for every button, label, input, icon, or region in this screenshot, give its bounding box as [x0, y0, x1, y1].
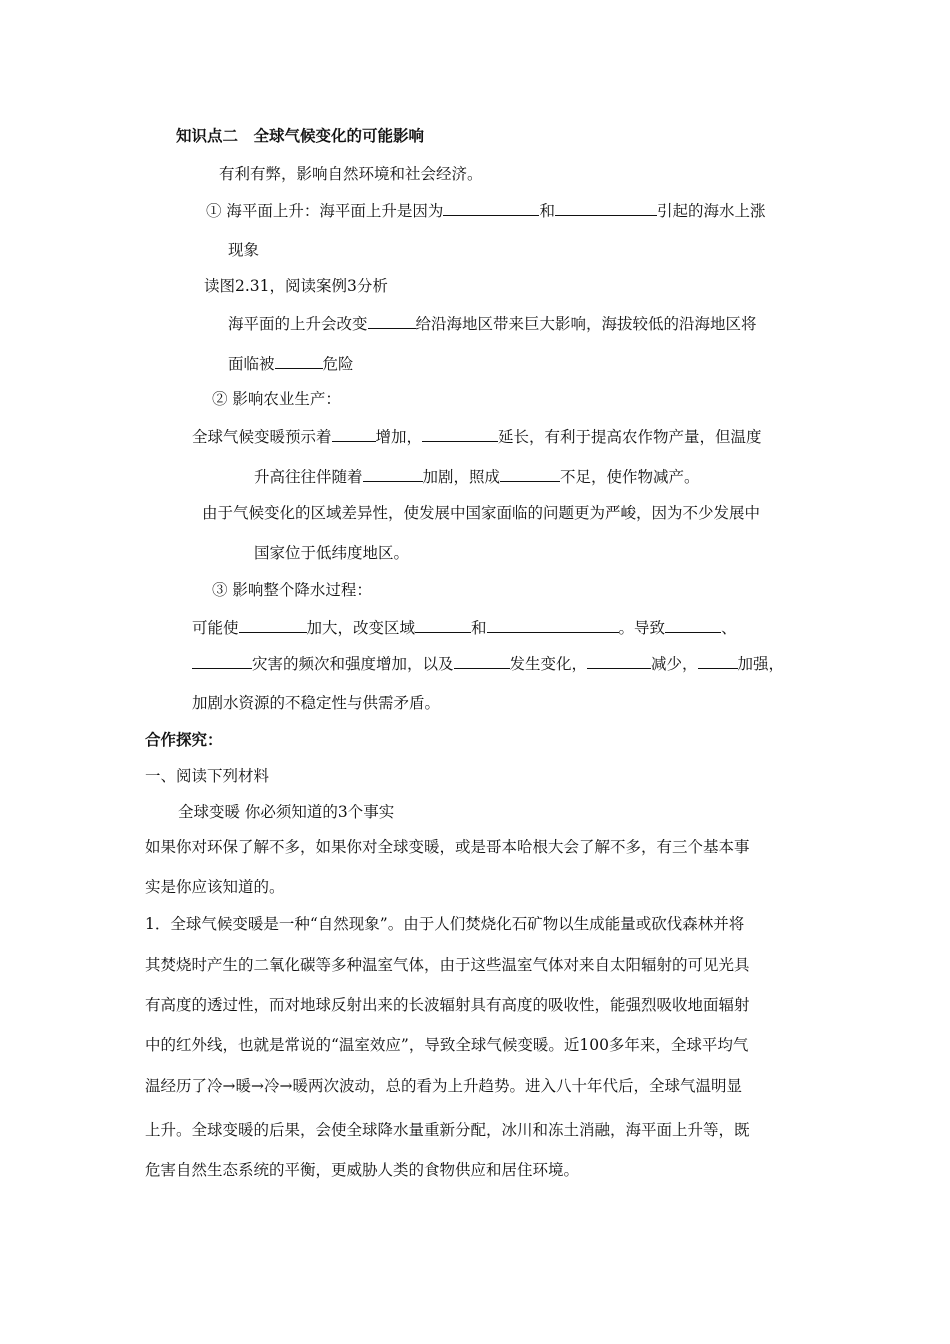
sea-level-line — [206, 200, 765, 221]
blank[interactable] — [415, 617, 471, 633]
part1-heading: 一、阅读下列材料 — [145, 767, 270, 785]
cooperate-title: 合作探究： — [145, 731, 223, 749]
precip-text-c: 和 — [471, 619, 487, 637]
precip-line-1 — [192, 617, 737, 638]
material-line: 实是你应该知道的。 — [145, 878, 285, 896]
material-line: 其焚烧时产生的二氧化碳等多种温室气体，由于这些温室气体对来自太阳辐射的可见光具 — [145, 956, 750, 974]
blank[interactable] — [665, 617, 721, 633]
sea-change-line-cont — [228, 353, 354, 374]
agri-line-3: 由于气候变化的区域差异性，使发展中国家面临的问题更为严峻，因为不少发展中 — [202, 504, 761, 522]
blank[interactable] — [487, 617, 619, 633]
agri-text-b: 增加， — [375, 428, 423, 446]
material-line: 上升。全球变暖的后果，会使全球降水量重新分配，冰川和冻土消融，海平面上升等，既 — [145, 1121, 750, 1139]
blank[interactable] — [555, 200, 657, 216]
sea-level-text-c: 引起的海水上涨 — [656, 202, 766, 220]
agri-text-a: 全球气候变暖预示着 — [192, 428, 332, 446]
agri-title: ② 影响农业生产： — [212, 390, 341, 408]
agri-line-2 — [254, 466, 700, 487]
sea-change-text-b: 给沿海地区带来巨大影响，海拔较低的沿海地区将 — [415, 315, 757, 333]
sea-level-text-a: ① 海平面上升：海平面上升是因为 — [206, 202, 444, 220]
agri-text-f: 不足，使作物减产。 — [560, 468, 700, 486]
blank[interactable] — [443, 200, 539, 216]
precip-line-2 — [192, 653, 784, 674]
precip-text-a: 可能使 — [192, 619, 239, 637]
blank[interactable] — [698, 653, 738, 669]
sea-change-line — [228, 313, 757, 334]
precip-text-e: 、 — [721, 619, 737, 637]
blank[interactable] — [332, 426, 376, 442]
precip-text-i: 加强， — [737, 655, 785, 673]
precip-text-g: 发生变化， — [509, 655, 588, 673]
precip-title: ③ 影响整个降水过程： — [212, 581, 372, 599]
agri-text-d: 升高往往伴随着 — [254, 468, 363, 486]
material-line: 1．全球气候变暖是一种“自然现象”。由于人们焚烧化石矿物以生成能量或砍伐森林并将 — [145, 915, 745, 933]
material-line: 中的红外线，也就是常说的“温室效应”，导致全球气候变暖。近100多年来，全球平均气 — [145, 1036, 749, 1054]
material-line: 温经历了冷→暖→冷→暖两次波动，总的看为上升趋势。进入八十年代后，全球气温明显 — [145, 1077, 742, 1095]
material-subtitle: 全球变暖 你必须知道的3个事实 — [178, 803, 395, 821]
precip-text-h: 减少， — [651, 655, 698, 673]
agri-text-c: 延长，有利于提高农作物产量，但温度 — [498, 428, 762, 446]
precip-text-d: 。导致 — [618, 619, 666, 637]
agri-line-4: 国家位于低纬度地区。 — [254, 544, 410, 562]
blank[interactable] — [454, 653, 510, 669]
read-figure-line: 读图2.31，阅读案例3分析 — [204, 277, 388, 295]
material-line: 有高度的透过性，而对地球反射出来的长波辐射具有高度的吸收性，能强烈吸收地面辐射 — [145, 996, 750, 1014]
precip-text-b: 加大，改变区域 — [306, 619, 416, 637]
blank[interactable] — [587, 653, 651, 669]
precip-line-3: 加剧水资源的不稳定性与供需矛盾。 — [192, 694, 441, 712]
sea-change-text-d: 危险 — [322, 355, 354, 373]
sea-level-text-b: 和 — [539, 202, 555, 220]
agri-line-1 — [192, 426, 762, 447]
sea-change-text-c: 面临被 — [228, 355, 275, 373]
blank[interactable] — [422, 426, 498, 442]
blank[interactable] — [275, 353, 323, 369]
intro-line: 有利有弊，影响自然环境和社会经济。 — [219, 165, 483, 183]
blank[interactable] — [239, 617, 307, 633]
blank[interactable] — [192, 653, 252, 669]
blank[interactable] — [363, 466, 423, 482]
precip-text-f: 灾害的频次和强度增加，以及 — [252, 655, 454, 673]
blank[interactable] — [368, 313, 416, 329]
blank[interactable] — [500, 466, 560, 482]
sea-change-text-a: 海平面的上升会改变 — [228, 315, 368, 333]
sea-level-line-cont: 现象 — [228, 241, 260, 259]
material-line: 危害自然生态系统的平衡，更威胁人类的食物供应和居住环境。 — [145, 1161, 580, 1179]
material-line: 如果你对环保了解不多，如果你对全球变暖，或是哥本哈根大会了解不多，有三个基本事 — [145, 838, 750, 856]
agri-text-e: 加剧，照成 — [422, 468, 501, 486]
section-title: 知识点二 全球气候变化的可能影响 — [176, 127, 425, 145]
